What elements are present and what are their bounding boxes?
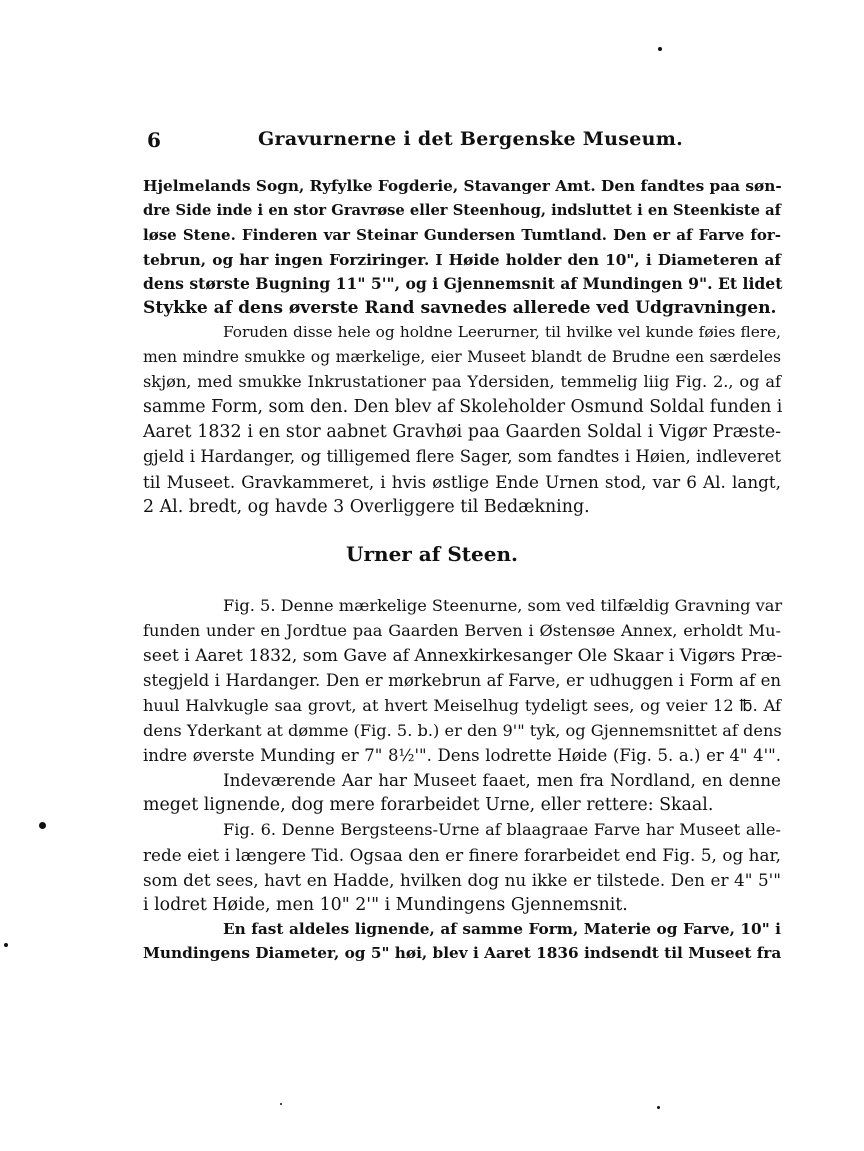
- text-line: samme Form, som den. Den blev af Skoleholder Osmund Soldal funden i: [143, 397, 783, 417]
- text-line: huul Halvkugle saa grovt, at hvert Meiselhug tydeligt sees, og veier 12 ℔. Af: [143, 696, 781, 715]
- text-line: Indeværende Aar har Museet faaet, men fra Nordland, en denne: [223, 770, 781, 790]
- scan-speck: [39, 822, 46, 829]
- text-line: men mindre smukke og mærkelige, eier Museet blandt de Brudne een særdeles: [143, 348, 781, 366]
- text-line: til Museet. Gravkammeret, i hvis østlige Ende Urnen stod, var 6 Al. langt,: [143, 472, 781, 492]
- text-line: stegjeld i Hardanger. Den er mørkebrun af Farve, er udhuggen i Form af en: [143, 671, 781, 690]
- page-number: 6: [147, 128, 161, 152]
- scan-speck: [4, 943, 8, 947]
- text-line: skjøn, med smukke Inkrustationer paa Ydersiden, temmelig liig Fig. 2., og af: [143, 372, 781, 391]
- text-line: dre Side inde i en stor Gravrøse eller Steenhoug, indsluttet i en Steenkiste af: [143, 202, 781, 219]
- text-line: løse Stene. Finderen var Steinar Gundersen Tumtland. Den er af Farve for-: [143, 226, 781, 244]
- text-line: som det sees, havt en Hadde, hvilken dog nu ikke er tilstede. Den er 4" 5'": [143, 870, 781, 890]
- text-line: seet i Aaret 1832, som Gave af Annexkirkesanger Ole Skaar i Vigørs Præ-: [143, 646, 783, 666]
- text-line: Mundingens Diameter, og 5" høi, blev i Aaret 1836 indsendt til Museet fra: [143, 944, 782, 962]
- section-heading: Urner af Steen.: [346, 542, 518, 566]
- text-line: gjeld i Hardanger, og tilligemed flere Sager, som fandtes i Høien, indleveret: [143, 447, 781, 466]
- text-line: Hjelmelands Sogn, Ryfylke Fogderie, Stavanger Amt. Den fandtes paa søn-: [143, 177, 782, 195]
- text-line: funden under en Jordtue paa Gaarden Berven i Østensøe Annex, erholdt Mu-: [143, 621, 781, 640]
- text-line: Stykke af dens øverste Rand savnedes allerede ved Udgravningen.: [143, 298, 777, 318]
- text-line: Foruden disse hele og holdne Leerurner, til hvilke vel kunde føies flere,: [223, 323, 781, 341]
- text-line: En fast aldeles lignende, af samme Form, Materie og Farve, 10" i: [223, 920, 781, 938]
- text-line: dens største Bugning 11" 5'", og i Gjennemsnit af Mundingen 9". Et lidet: [143, 274, 783, 293]
- text-line: dens Yderkant at dømme (Fig. 5. b.) er den 9'" tyk, og Gjennemsnittet af dens: [143, 721, 782, 740]
- scan-speck: [658, 47, 662, 51]
- scan-speck: [657, 1106, 660, 1109]
- scan-speck: [280, 1103, 282, 1105]
- text-line: Fig. 5. Denne mærkelige Steenurne, som ved tilfældig Gravning var: [223, 596, 783, 615]
- text-line: meget lignende, dog mere forarbeidet Urne, eller rettere: Skaal.: [143, 795, 714, 815]
- text-line: i lodret Høide, men 10" 2'" i Mundingens Gjennemsnit.: [143, 895, 628, 915]
- text-line: tebrun, og har ingen Forziringer. I Høide holder den 10", i Diameteren af: [143, 251, 781, 269]
- text-line: Fig. 6. Denne Bergsteens-Urne af blaagraae Farve har Museet alle-: [223, 820, 781, 839]
- text-line: Aaret 1832 i en stor aabnet Gravhøi paa Gaarden Soldal i Vigør Præste-: [143, 422, 781, 442]
- text-line: 2 Al. bredt, og havde 3 Overliggere til Bedækning.: [143, 497, 590, 517]
- text-line: indre øverste Munding er 7" 8½'". Dens lodrette Høide (Fig. 5. a.) er 4" 4'".: [143, 746, 781, 765]
- running-head: Gravurnerne i det Bergenske Museum.: [258, 128, 684, 150]
- text-line: rede eiet i længere Tid. Ogsaa den er finere forarbeidet end Fig. 5, og har,: [143, 845, 781, 865]
